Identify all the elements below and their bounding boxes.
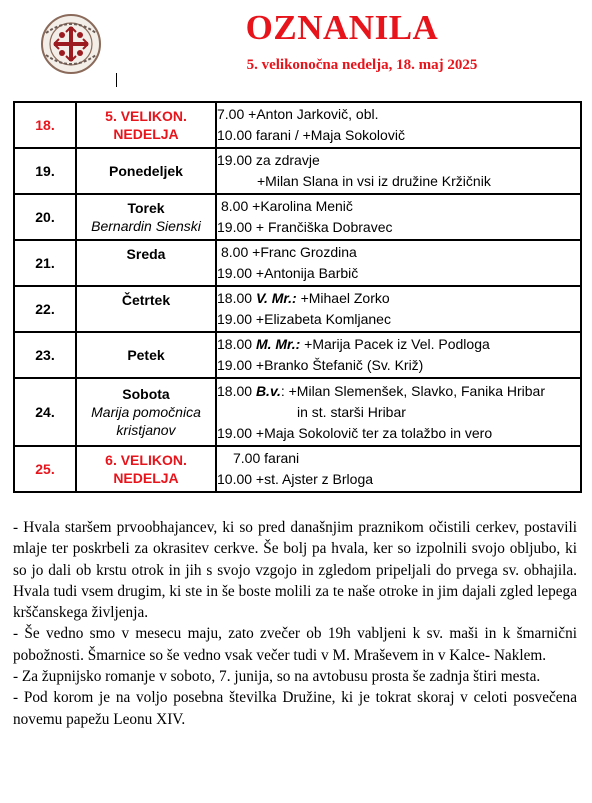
mass-schedule-table [13,101,582,493]
day-cell: 5. VELIKON. NEDELJA [76,102,216,148]
mass-cell [216,102,581,148]
day-cell: Četrtek [76,286,216,332]
mass-entry: +Milan Slana in vsi iz družine Kržičnik [257,173,491,189]
mass-entry: 7.00 farani [233,450,300,466]
date-cell: 18. [14,102,76,148]
date-cell: 25. [14,446,76,492]
mass-entry: 18.00 V. Mr.: +Mihael Zorko [217,290,390,306]
mass-cell [216,148,581,194]
mass-cell [216,332,581,378]
mass-entry: 19.00 +Maja Sokolovič ter za tolažbo in vero [217,424,493,441]
day-cell: Sreda [76,240,216,286]
text-cursor [116,73,117,87]
announcement-paragraph: - Pod korom je na voljo posebna številka Družine, ki je tokrat skoraj v celoti posvečena novemu papežu Leonu XIV. [13,689,577,728]
page-title: OZNANILA [245,8,439,47]
mass-cell [216,286,581,332]
date-cell: 24. [14,378,76,446]
mass-entry: 19.00 +Elizabeta Komljanec [217,311,391,327]
table-row [14,332,581,378]
day-cell: Petek [76,332,216,378]
announcements [13,517,577,730]
day-cell: Ponedeljek [76,148,216,194]
table-row [14,148,581,194]
mass-cell [216,194,581,240]
mass-entry: 19.00 +Branko Štefanič (Sv. Križ) [217,357,424,373]
table-row [14,102,581,148]
mass-entry: 10.00 farani / +Maja Sokolovič [217,127,405,143]
mass-entry: 19.00 +Antonija Barbič [217,265,359,281]
mass-entry: 18.00 B.v.: +Milan Slemenšek, Slavko, Fanika Hribar [217,382,546,399]
mass-cell [216,240,581,286]
mass-entry: in st. starši Hribar [297,403,406,420]
mass-cell [216,378,581,446]
announcement-paragraph: - Še vedno smo v mesecu maju, zato zvečer ob 19h vabljeni k sv. maši in k šmarnični pobožnosti. Šmarnice so še vedno vsak večer tudi v M. Mraševem in v Kalce- Naklem. [13,625,577,664]
announcement-paragraph: - Hvala staršem prvoobhajancev, ki so pred današnjim praznikom očistili cerkev, postavili mlaje ter poskrbeli za okrasitev cerkve. Še bolj pa hvala, ker so izpolnili svojo obljubo, ki so jo dali ob krstu otrok in jih s svojo vzgojo in zgledom pripeljali do prvega sv. obhajila. Hvala tudi vsem drugim, ki ste in še boste molili za te naše otroke in jim dajali zgled lepega krščanskega življenja. [13,519,577,622]
table-row [14,378,581,446]
saint-name: Bernardin Sienski [91,218,201,234]
page-subtitle: 5. velikonočna nedelja, 18. maj 2025 [246,57,478,73]
date-cell: 21. [14,240,76,286]
date-cell: 19. [14,148,76,194]
mass-entry: 8.00 +Franc Grozdina [221,244,357,260]
table-row [14,446,581,492]
mass-cell [216,446,581,492]
mass-entry: 18.00 M. Mr.: +Marija Pacek iz Vel. Podloga [217,336,490,352]
mass-entry: 7.00 +Anton Jarkovič, obl. [217,106,379,122]
mass-entry: 19.00 + Frančiška Dobravec [217,219,393,235]
table-row [14,286,581,332]
mass-entry: 8.00 +Karolina Menič [221,198,353,214]
table-row [14,194,581,240]
day-cell: 6. VELIKON. NEDELJA [76,446,216,492]
mass-entry: 19.00 za zdravje [217,152,320,168]
date-cell: 22. [14,286,76,332]
day-cell [76,194,216,240]
mass-entry: 10.00 +st. Ajster z Brloga [217,471,374,487]
saint-name: Marija pomočnica kristjanov [91,404,201,438]
announcement-paragraph: - Za župnijsko romanje v soboto, 7. junija, so na avtobusu prosta še zadnja štiri mesta. [13,668,541,686]
date-cell: 23. [14,332,76,378]
table-row [14,240,581,286]
day-name: Torek [127,200,165,216]
day-name: Sobota [122,386,170,402]
day-cell [76,378,216,446]
parish-seal-logo-icon [40,13,102,75]
date-cell: 20. [14,194,76,240]
